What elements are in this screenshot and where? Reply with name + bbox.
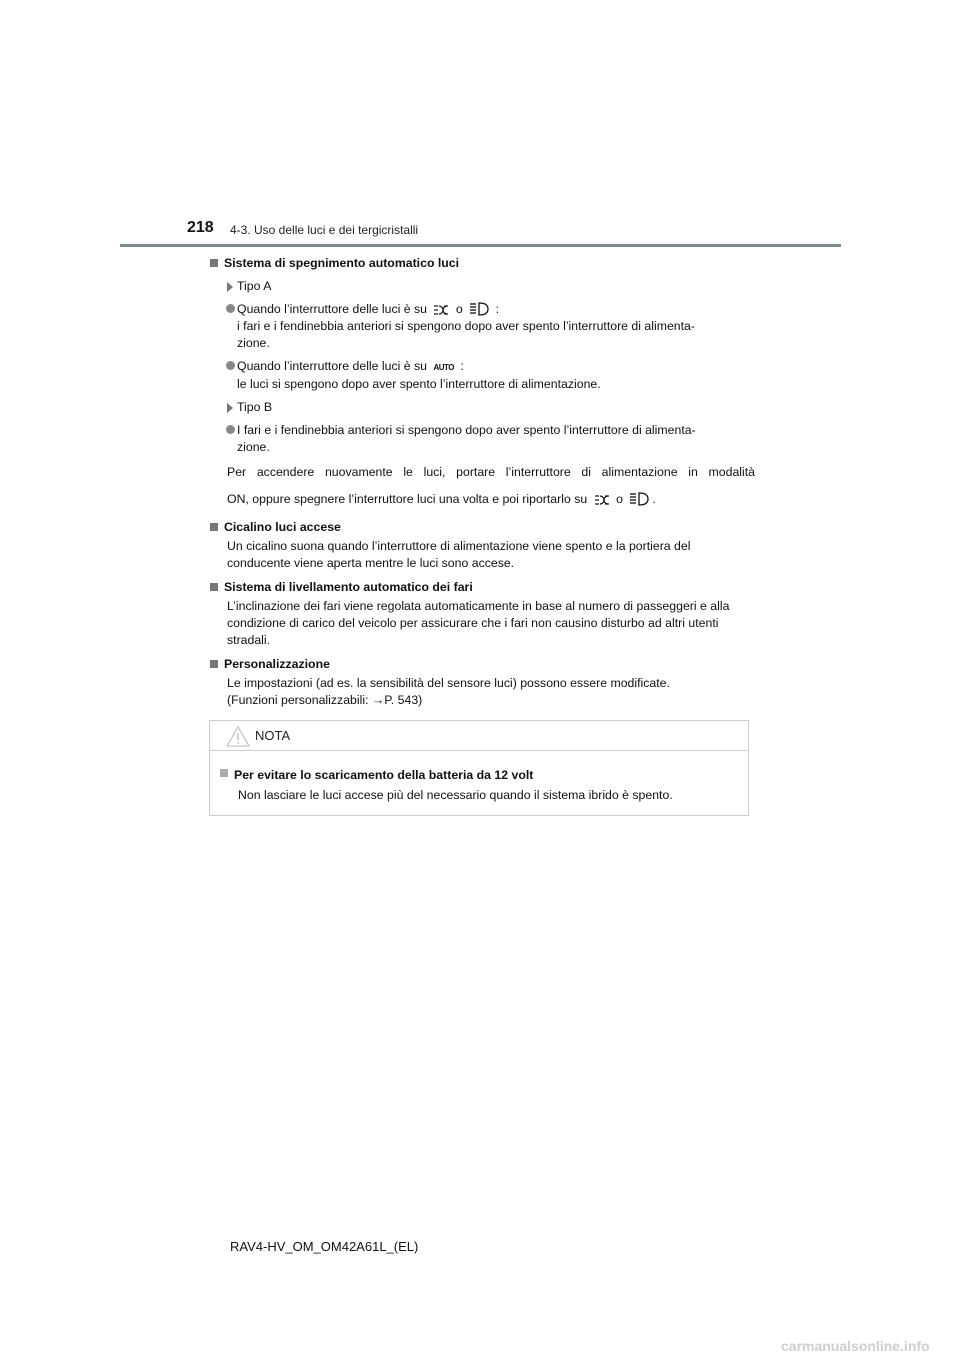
triangle-bullet-icon: [227, 403, 233, 413]
square-bullet-icon: [210, 259, 218, 267]
paragraph-reactivate-line2: [227, 491, 755, 508]
bullet-text: le luci si spengono dopo aver spento l’interruttore di alimentazione.: [237, 377, 601, 391]
section-header: 4-3. Uso delle luci e dei tergicristalli: [230, 223, 419, 237]
circle-bullet-icon: [226, 304, 235, 313]
square-bullet-icon: [220, 769, 228, 777]
type-b-label: [210, 399, 755, 416]
heading-text: Per evitare lo scaricamento della batteria da 12 volt: [234, 768, 534, 782]
paragraph-leveling: [210, 598, 755, 649]
paragraph-chime: [210, 538, 755, 572]
type-label-text: Tipo B: [237, 400, 273, 414]
or-text: o: [616, 492, 623, 506]
bullet-text: Quando l’interruttore delle luci è su: [237, 359, 428, 373]
colon-text: :: [460, 359, 464, 373]
triangle-bullet-icon: [227, 282, 233, 292]
heading-auto-off: [210, 255, 755, 272]
bullet-text: Quando l’interruttore delle luci è su: [237, 302, 428, 316]
bullet-text: zione.: [237, 336, 270, 350]
circle-bullet-icon: [226, 361, 235, 370]
heading-chime: [210, 519, 755, 536]
watermark[interactable]: carmanualsonline.info: [781, 1338, 930, 1354]
list-item: [210, 301, 755, 352]
heading-leveling: [210, 579, 755, 596]
period-text: .: [652, 492, 656, 506]
square-bullet-icon: [210, 523, 218, 531]
main-content: [210, 255, 755, 709]
note-box: [209, 720, 749, 816]
tail-light-icon: [594, 494, 610, 506]
heading-text: Sistema di spegnimento automatico luci: [224, 256, 460, 270]
circle-bullet-icon: [226, 425, 235, 434]
square-bullet-icon: [210, 660, 218, 668]
page-reference-link[interactable]: (Funzioni personalizzabili: →P. 543): [227, 693, 423, 707]
paragraph-text: Per accendere nuovamente le luci, portare l’interruttore di alimentazione in modalità: [227, 465, 755, 479]
auto-icon: AUTO: [433, 363, 454, 372]
bullet-text: zione.: [237, 440, 270, 454]
paragraph-reactivate: [227, 464, 755, 481]
note-heading: [220, 765, 748, 785]
paragraph-text: ON, oppure spegnere l’interruttore luci una volta e poi riportarlo su: [227, 492, 588, 506]
colon-text: :: [495, 302, 499, 316]
paragraph-text: L’inclinazione dei fari viene regolata automaticamente in base al numero di passeggeri e alla condizione di carico del veicolo per assicurare che i fari non causino disturbo ad altri utenti stradali.: [227, 599, 730, 647]
heading-text: Cicalino luci accese: [224, 520, 341, 534]
list-item: [210, 422, 755, 456]
header-rule: [120, 244, 841, 247]
headlight-icon: [629, 492, 649, 506]
tail-light-icon: [433, 304, 449, 316]
footer-code: RAV4-HV_OM_OM42A61L_(EL): [230, 1239, 419, 1254]
bullet-text: I fari e i fendinebbia anteriori si spengono dopo aver spento l’interruttore di alimenta-: [237, 423, 696, 437]
heading-text: Personalizzazione: [224, 657, 330, 671]
heading-custom: [210, 656, 755, 673]
note-label: NOTA: [255, 728, 291, 743]
paragraph-text: Un cicalino suona quando l’interruttore di alimentazione viene spento e la portiera del conducente viene aperta mentre le luci sono accese.: [227, 539, 691, 570]
type-label-text: Tipo A: [237, 279, 272, 293]
type-a-label: [210, 278, 755, 295]
paragraph-text: Non lasciare le luci accese più del necessario quando il sistema ibrido è spento.: [238, 788, 673, 802]
paragraph-text: Le impostazioni (ad es. la sensibilità del sensore luci) possono essere modificate.: [227, 676, 670, 690]
note-text: [220, 785, 748, 805]
paragraph-custom: [210, 675, 755, 709]
heading-text: Sistema di livellamento automatico dei fari: [224, 580, 473, 594]
warning-triangle-icon: [226, 726, 250, 752]
page-number: 218: [187, 219, 214, 236]
square-bullet-icon: [210, 583, 218, 591]
headlight-icon: [469, 302, 489, 316]
bullet-text: i fari e i fendinebbia anteriori si spengono dopo aver spento l’interruttore di alimenta-: [237, 319, 695, 333]
list-item: [210, 358, 755, 393]
or-text: o: [455, 302, 463, 316]
note-header: [210, 721, 748, 751]
